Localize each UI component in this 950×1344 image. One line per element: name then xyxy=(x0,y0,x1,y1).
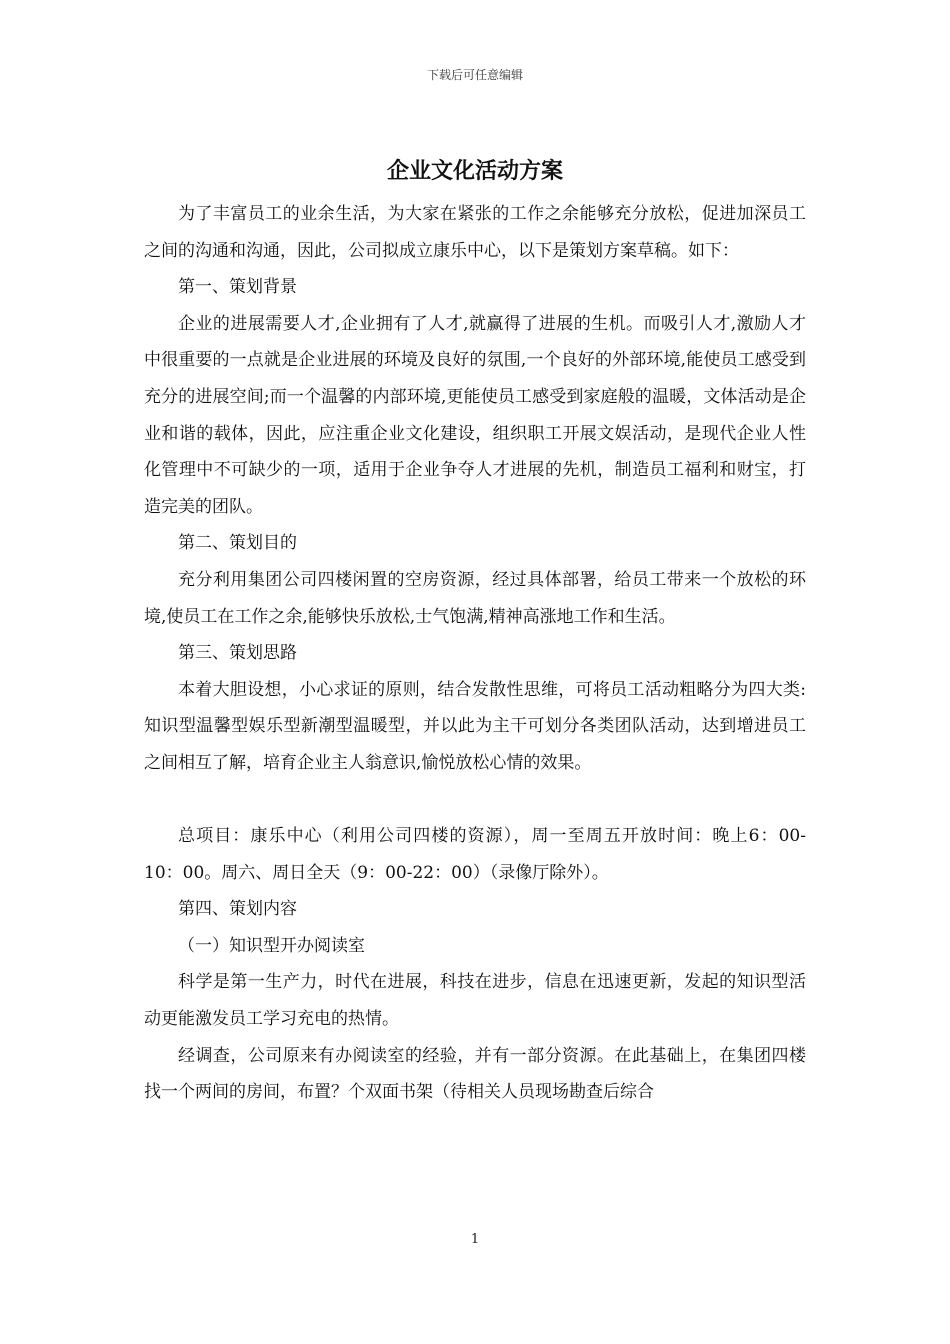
paragraph-approach: 本着大胆设想，小心求证的原则，结合发散性思维，可将员工活动粗略分为四大类:知识型温馨型娱乐型新潮型温暖型，并以此为主干可划分各类团队活动，达到增进员工之间相互了解，培育企业主人翁意识,愉悦放松心情的效果。 xyxy=(144,679,806,773)
paragraph-intro: 为了丰富员工的业余生活，为大家在紧张的工作之余能够充分放松，促进加深员工之间的沟通和沟通，因此，公司拟成立康乐中心，以下是策划方案草稿。如下： xyxy=(144,204,806,261)
section-heading-content: 第四、策划内容 xyxy=(178,899,297,920)
subsection-heading-reading-room: （一）知识型开办阅读室 xyxy=(178,935,365,956)
document-body xyxy=(144,196,806,1111)
section-heading-purpose: 第二、策划目的 xyxy=(178,533,297,554)
page-number: 1 xyxy=(470,1232,480,1247)
paragraph-overall-project: 总项目：康乐中心（利用公司四楼的资源），周一至周五开放时间：晚上6：00-10：00。周六、周日全天（9：00-22：00）（录像厅除外）。 xyxy=(144,826,806,883)
paragraph-survey: 经调查，公司原来有办阅读室的经验，并有一部分资源。在此基础上，在集团四楼找一个两间的房间，布置？个双面书架（待相关人员现场勘查后综合 xyxy=(144,1045,806,1103)
document-title: 企业文化活动方案 xyxy=(386,158,563,184)
section-heading-background: 第一、策划背景 xyxy=(178,277,297,298)
section-heading-approach: 第三、策划思路 xyxy=(178,643,297,664)
paragraph-knowledge: 科学是第一生产力，时代在进展，科技在进步，信息在迅速更新，发起的知识型活动更能激发员工学习充电的热情。 xyxy=(144,972,806,1030)
paragraph-background: 企业的进展需要人才,企业拥有了人才,就赢得了进展的生机。而吸引人才,激励人才中很重要的一点就是企业进展的环境及良好的氛围,一个良好的外部环境,能使员工感受到充分的进展空间;而一个温馨的内部环境,更能使员工感受到家庭般的温暖，文体活动是企业和谐的载体，因此，应注重企业文化建设，组织职工开展文娱活动，是现代企业人性化管理中不可缺少的一项，适用于企业争夺人才进展的先机，制造员工福利和财宝，打造完美的团队。 xyxy=(144,313,806,517)
paragraph-purpose: 充分利用集团公司四楼闲置的空房资源，经过具体部署，给员工带来一个放松的环境,使员工在工作之余,能够快乐放松,士气饱满,精神高涨地工作和生活。 xyxy=(144,569,806,627)
header-note: 下载后可任意编辑 xyxy=(426,68,523,82)
blank-line xyxy=(144,782,806,819)
